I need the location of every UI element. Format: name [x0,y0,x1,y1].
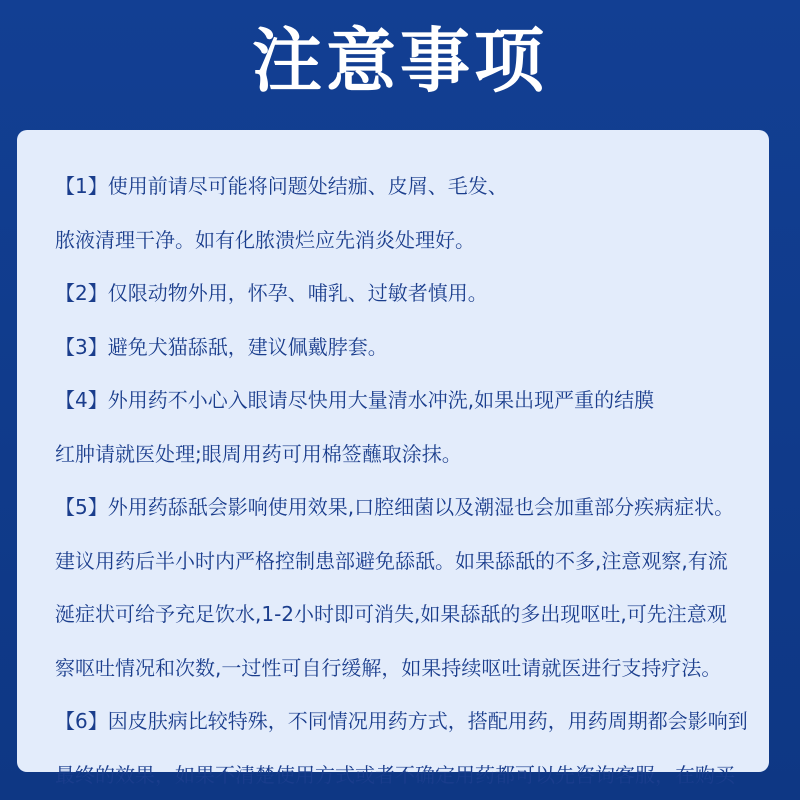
notice-line: 【2】仅限动物外用，怀孕、哺乳、过敏者慎用。 [55,281,488,305]
notice-card [17,130,769,787]
notice-line: 红肿请就医处理;眼周用药可用棉签蘸取涂抹。 [55,441,462,466]
notice-line: 【3】避免犬猫舔舐，建议佩戴脖套。 [55,334,388,359]
notice-line: 【5】外用药舔舐会影响使用效果,口腔细菌以及潮湿也会加重部分疾病症状。 [55,495,735,519]
notice-line: 建议用药后半小时内严格控制患部避免舔舐。如果舔舐的不多,注意观察,有流 [55,548,728,573]
notice-line: 察呕吐情况和次数,一过性可自行缓解，如果持续呕吐请就医进行支持疗法。 [55,655,722,680]
notice-line: 涎症状可给予充足饮水,1-2小时即可消失,如果舔舐的多出现呕吐,可先注意观 [55,602,727,626]
page-title: 注意事项 [252,20,548,102]
notice-line: 脓液清理干净。如有化脓溃烂应先消炎处理好。 [55,227,475,252]
notice-line: 【6】因皮肤病比较特殊，不同情况用药方式，搭配用药，用药周期都会影响到 [55,709,748,733]
notice-line: 【4】外用药不小心入眼请尽快用大量清水冲洗,如果出现严重的结膜 [55,388,655,412]
notice-line: 【1】使用前请尽可能将问题处结痂、皮屑、毛发、 [55,174,508,198]
notice-line: 最终的效果，如果不清楚使用方式或者不确定用药都可以先咨询客服，在购买 [55,762,735,787]
